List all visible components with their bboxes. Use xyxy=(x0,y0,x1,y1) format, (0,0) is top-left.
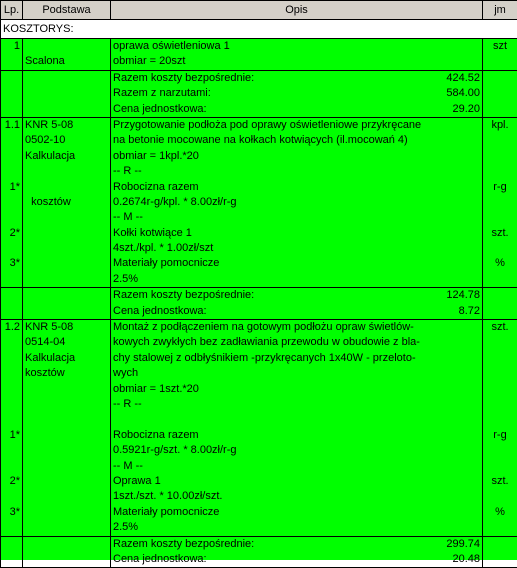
opis-line: 2.5% xyxy=(113,520,480,535)
cell-jm[interactable] xyxy=(483,288,517,320)
opis-line: Montaż z podłączeniem na gotowym podłożu opraw świetlów- xyxy=(113,320,480,335)
lp-line xyxy=(3,397,20,412)
totals-row[interactable] xyxy=(1,536,517,568)
table-row[interactable] xyxy=(1,39,517,71)
jm-line: szt. xyxy=(485,474,515,489)
total-line xyxy=(113,288,480,303)
lp-line xyxy=(3,54,20,69)
jm-line xyxy=(485,241,515,256)
lp-line xyxy=(3,288,20,303)
lp-line xyxy=(3,210,20,225)
jm-line xyxy=(485,133,515,148)
jm-line xyxy=(485,537,515,552)
opis-line: -- R -- xyxy=(113,397,480,412)
opis-line: Materiały pomocnicze xyxy=(113,505,480,520)
lp-line xyxy=(3,304,20,319)
lp-line xyxy=(3,133,20,148)
opis-line: na betonie mocowane na kołkach kotwiących (il.mocowań 4) xyxy=(113,133,480,148)
podstawa-line: Scalona xyxy=(25,54,108,69)
lp-line xyxy=(3,149,20,164)
opis-line: Kołki kotwiące 1 xyxy=(113,226,480,241)
total-line xyxy=(113,102,480,117)
podstawa-line xyxy=(25,272,108,287)
podstawa-line: 0514-04 xyxy=(25,335,108,350)
cell-opis[interactable] xyxy=(111,288,483,320)
cell-jm[interactable] xyxy=(483,70,517,117)
cell-jm[interactable] xyxy=(483,117,517,287)
jm-line xyxy=(485,366,515,381)
cell-lp[interactable] xyxy=(1,117,23,287)
lp-line xyxy=(3,412,20,427)
cell-opis[interactable] xyxy=(111,117,483,287)
jm-line xyxy=(485,304,515,319)
total-label: Cena jednostkowa: xyxy=(113,552,207,567)
podstawa-line xyxy=(25,443,108,458)
jm-line xyxy=(485,412,515,427)
total-label: Razem koszty bezpośrednie: xyxy=(113,71,254,86)
podstawa-line xyxy=(25,474,108,489)
opis-line: 0.5921r-g/szt. * 8.00zł/r-g xyxy=(113,443,480,458)
opis-line: Przygotowanie podłoża pod oprawy oświetleniowe przykręcane xyxy=(113,118,480,133)
total-value: 584.00 xyxy=(446,86,480,101)
lp-line xyxy=(3,335,20,350)
cell-jm[interactable] xyxy=(483,39,517,71)
podstawa-line: 0502-10 xyxy=(25,133,108,148)
podstawa-line xyxy=(25,412,108,427)
podstawa-line xyxy=(25,489,108,504)
opis-line: 1szt./szt. * 10.00zł/szt. xyxy=(113,489,480,504)
lp-line xyxy=(3,71,20,86)
jm-line xyxy=(485,272,515,287)
cell-podstawa[interactable] xyxy=(23,320,111,536)
podstawa-line xyxy=(25,256,108,271)
podstawa-line xyxy=(25,304,108,319)
total-line xyxy=(113,71,480,86)
cell-jm[interactable] xyxy=(483,536,517,568)
opis-line: Robocizna razem xyxy=(113,180,480,195)
jm-line xyxy=(485,520,515,535)
lp-line: 1 xyxy=(3,39,20,54)
total-label: Cena jednostkowa: xyxy=(113,304,207,319)
cell-podstawa[interactable] xyxy=(23,39,111,71)
jm-line xyxy=(485,382,515,397)
lp-line xyxy=(3,459,20,474)
opis-line: 4szt./kpl. * 1.00zł/szt xyxy=(113,241,480,256)
lp-line xyxy=(3,382,20,397)
podstawa-line xyxy=(25,520,108,535)
lp-line xyxy=(3,366,20,381)
jm-line: szt. xyxy=(485,320,515,335)
podstawa-line: kosztów xyxy=(25,195,108,210)
podstawa-line: kosztów xyxy=(25,366,108,381)
podstawa-line xyxy=(25,288,108,303)
jm-line xyxy=(485,397,515,412)
total-value: 20.48 xyxy=(452,552,480,567)
total-value: 424.52 xyxy=(446,71,480,86)
podstawa-line xyxy=(25,164,108,179)
jm-line xyxy=(485,459,515,474)
lp-line xyxy=(3,489,20,504)
podstawa-line xyxy=(25,180,108,195)
podstawa-line xyxy=(25,537,108,552)
cell-lp[interactable] xyxy=(1,39,23,71)
cell-podstawa[interactable] xyxy=(23,117,111,287)
jm-line xyxy=(485,351,515,366)
podstawa-line xyxy=(25,86,108,101)
opis-line: -- M -- xyxy=(113,459,480,474)
podstawa-line: Kalkulacja xyxy=(25,149,108,164)
podstawa-line xyxy=(25,505,108,520)
cell-podstawa[interactable] xyxy=(23,288,111,320)
table-row[interactable] xyxy=(1,117,517,287)
total-line xyxy=(113,86,480,101)
opis-line: chy stalowej z odbłyśnikiem -przykręcanych 1x40W - przeloto- xyxy=(113,351,480,366)
header-row xyxy=(1,1,517,20)
column-header-lp[interactable]: Lp. xyxy=(1,1,23,20)
lp-line: 1* xyxy=(3,428,20,443)
podstawa-line xyxy=(25,459,108,474)
total-label: Razem z narzutami: xyxy=(113,86,211,101)
opis-line: kowych zwykłych bez zadławiania przewodu w obudowie z bla- xyxy=(113,335,480,350)
total-value: 8.72 xyxy=(459,304,480,319)
opis-line: oprawa oświetleniowa 1 xyxy=(113,39,480,54)
jm-line: szt xyxy=(485,39,515,54)
opis-line: obmiar = 1szt.*20 xyxy=(113,382,480,397)
cell-lp[interactable] xyxy=(1,320,23,536)
podstawa-line xyxy=(25,210,108,225)
opis-line: Oprawa 1 xyxy=(113,474,480,489)
opis-line: wych xyxy=(113,366,480,381)
cell-opis[interactable] xyxy=(111,536,483,568)
column-header-opis[interactable]: Opis xyxy=(111,1,483,20)
jm-line: % xyxy=(485,505,515,520)
jm-line xyxy=(485,489,515,504)
column-header-jm[interactable]: jm xyxy=(483,1,517,20)
jm-line xyxy=(485,149,515,164)
total-label: Cena jednostkowa: xyxy=(113,102,207,117)
totals-row[interactable] xyxy=(1,70,517,117)
jm-line xyxy=(485,54,515,69)
jm-line: % xyxy=(485,256,515,271)
lp-line xyxy=(3,241,20,256)
opis-line xyxy=(113,412,480,427)
lp-line xyxy=(3,537,20,552)
total-line xyxy=(113,537,480,552)
lp-line: 1* xyxy=(3,180,20,195)
jm-line: szt. xyxy=(485,226,515,241)
cell-opis[interactable] xyxy=(111,70,483,117)
jm-line: kpl. xyxy=(485,118,515,133)
lp-line xyxy=(3,272,20,287)
cell-lp[interactable] xyxy=(1,70,23,117)
lp-line xyxy=(3,351,20,366)
podstawa-line: KNR 5-08 xyxy=(25,118,108,133)
total-value: 29.20 xyxy=(452,102,480,117)
podstawa-line xyxy=(25,397,108,412)
opis-line: obmiar = 1kpl.*20 xyxy=(113,149,480,164)
lp-line: 3* xyxy=(3,505,20,520)
total-value: 299.74 xyxy=(446,537,480,552)
jm-line xyxy=(485,288,515,303)
opis-line: 0.2674r-g/kpl. * 8.00zł/r-g xyxy=(113,195,480,210)
lp-line xyxy=(3,195,20,210)
lp-line xyxy=(3,520,20,535)
podstawa-line xyxy=(25,382,108,397)
opis-line: Robocizna razem xyxy=(113,428,480,443)
cell-opis[interactable] xyxy=(111,320,483,536)
podstawa-line xyxy=(25,39,108,54)
podstawa-line: KNR 5-08 xyxy=(25,320,108,335)
jm-line xyxy=(485,335,515,350)
total-label: Razem koszty bezpośrednie: xyxy=(113,537,254,552)
opis-line: 2.5% xyxy=(113,272,480,287)
jm-line xyxy=(485,102,515,117)
opis-line: -- R -- xyxy=(113,164,480,179)
podstawa-line xyxy=(25,241,108,256)
cell-opis[interactable] xyxy=(111,39,483,71)
lp-line: 2* xyxy=(3,474,20,489)
lp-line: 1.1 xyxy=(3,118,20,133)
jm-line xyxy=(485,443,515,458)
total-value: 124.78 xyxy=(446,288,480,303)
jm-line xyxy=(485,195,515,210)
cell-lp[interactable] xyxy=(1,536,23,568)
table-row[interactable] xyxy=(1,320,517,536)
cell-podstawa[interactable] xyxy=(23,536,111,568)
table-body xyxy=(1,20,517,568)
lp-line: 1.2 xyxy=(3,320,20,335)
podstawa-line xyxy=(25,226,108,241)
total-line xyxy=(113,304,480,319)
jm-line xyxy=(485,71,515,86)
podstawa-line xyxy=(25,428,108,443)
column-header-podstawa[interactable]: Podstawa xyxy=(23,1,111,20)
section-row[interactable] xyxy=(1,20,517,39)
jm-line: r-g xyxy=(485,180,515,195)
podstawa-line xyxy=(25,71,108,86)
lp-line: 3* xyxy=(3,256,20,271)
cell-lp[interactable] xyxy=(1,288,23,320)
jm-line xyxy=(485,210,515,225)
lp-line xyxy=(3,102,20,117)
total-label: Razem koszty bezpośrednie: xyxy=(113,288,254,303)
cell-podstawa[interactable] xyxy=(23,70,111,117)
podstawa-line xyxy=(25,102,108,117)
totals-row[interactable] xyxy=(1,288,517,320)
lp-line xyxy=(3,443,20,458)
lp-line xyxy=(3,164,20,179)
lp-line: 2* xyxy=(3,226,20,241)
opis-line: Materiały pomocnicze xyxy=(113,256,480,271)
section-title: KOSZTORYS: xyxy=(1,20,517,39)
opis-line: -- M -- xyxy=(113,210,480,225)
jm-line: r-g xyxy=(485,428,515,443)
lp-line xyxy=(3,86,20,101)
opis-line: obmiar = 20szt xyxy=(113,54,480,69)
podstawa-line: Kalkulacja xyxy=(25,351,108,366)
jm-line xyxy=(485,164,515,179)
cell-jm[interactable] xyxy=(483,320,517,536)
jm-line xyxy=(485,86,515,101)
